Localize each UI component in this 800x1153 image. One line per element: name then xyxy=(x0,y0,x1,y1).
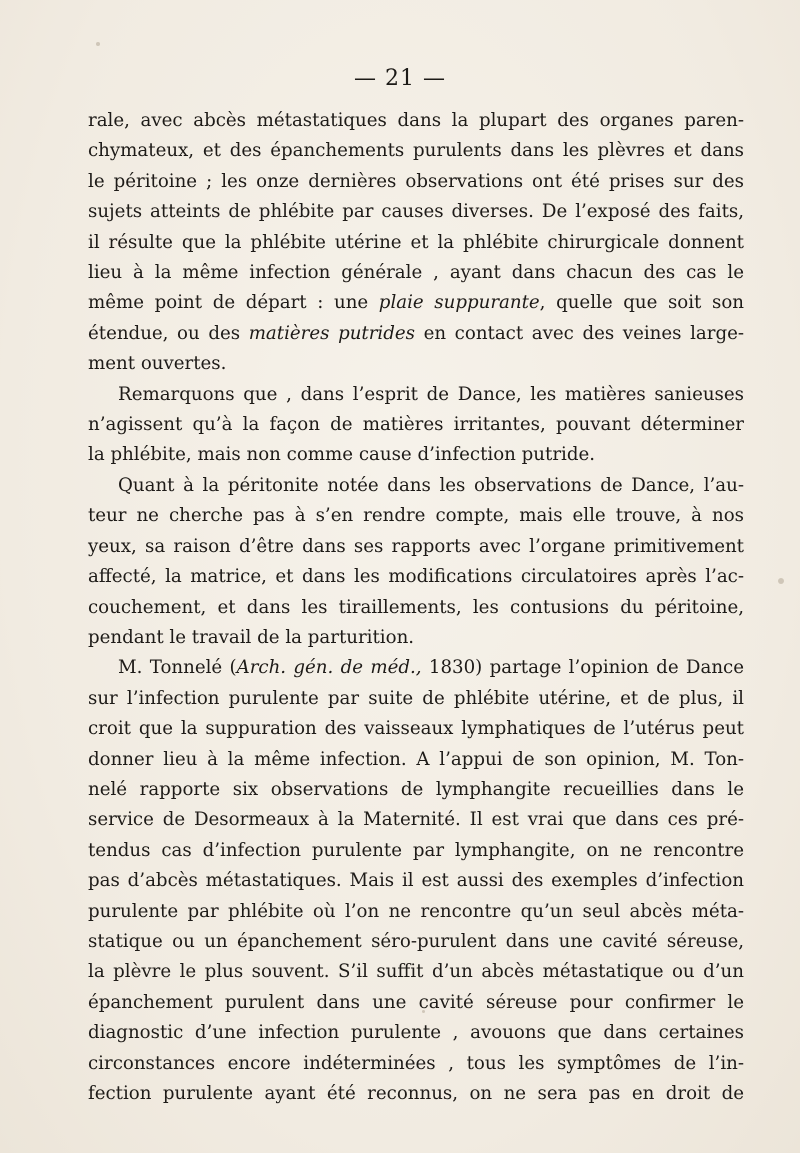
paper-speck xyxy=(96,42,100,46)
text-run: diagnostic d’une infection purulente , avouons que dans certaines xyxy=(88,1022,744,1044)
text-line xyxy=(88,805,744,835)
text-run: étendue, ou des xyxy=(88,322,249,344)
text-run: circonstances encore indéterminées , tous les symptômes de l’in- xyxy=(88,1052,744,1074)
text-run: M. Tonnelé ( xyxy=(118,657,237,679)
text-run: rale, avec abcès métastatiques dans la plupart des organes paren- xyxy=(88,110,744,131)
text-line xyxy=(88,288,744,318)
text-run: Remarquons que , dans l’esprit de Dance, les matières sanieuses xyxy=(118,383,744,405)
italic-text: Arch. gén. de méd., xyxy=(236,657,422,679)
text-line xyxy=(88,319,744,349)
text-line xyxy=(88,532,744,562)
text-run: , quelle que soit son xyxy=(539,292,744,314)
text-run: croit que la suppuration des vaisseaux lymphatiques de l’utérus peut xyxy=(88,718,744,740)
text-run: affecté, la matrice, et dans les modifications circulatoires après l’ac- xyxy=(88,566,744,588)
text-run: même point de départ : une xyxy=(88,292,379,314)
text-line xyxy=(88,440,744,470)
text-run: il résulte que la phlébite utérine et la phlébite chirurgicale donnent xyxy=(88,231,744,253)
text-line xyxy=(88,653,744,683)
text-run: yeux, sa raison d’être dans ses rapports avec l’organe primitivement xyxy=(88,535,744,557)
text-run: épanchement purulent dans une cavité séreuse pour confirmer le xyxy=(88,991,744,1013)
text-run: sur l’infection purulente par suite de phlébite utérine, et de plus, il xyxy=(88,687,744,709)
text-run: nelé rapporte six observations de lymphangite recueillies dans le xyxy=(88,778,744,800)
text-line xyxy=(88,562,744,592)
body-text xyxy=(88,106,744,1109)
text-run: service de Desormeaux à la Maternité. Il est vrai que dans ces pré- xyxy=(88,809,744,831)
text-line xyxy=(88,775,744,805)
text-run: pendant le travail de la parturition. xyxy=(88,626,415,648)
text-run: statique ou un épanchement séro-purulent dans une cavité séreuse, xyxy=(88,930,744,952)
text-line xyxy=(88,988,744,1018)
text-line xyxy=(88,197,744,227)
text-run: couchement, et dans les tiraillements, les contusions du péritoine, xyxy=(88,596,744,618)
text-line xyxy=(88,866,744,896)
text-run: purulente par phlébite où l’on ne rencontre qu’un seul abcès méta- xyxy=(88,900,744,922)
text-line xyxy=(88,258,744,288)
text-line xyxy=(88,349,744,379)
text-run: lieu à la même infection générale , ayant dans chacun des cas le xyxy=(88,262,744,284)
text-run: ment ouvertes. xyxy=(88,353,227,375)
paper-speck xyxy=(778,578,784,584)
text-line xyxy=(88,501,744,531)
text-line xyxy=(88,380,744,410)
text-run: la plèvre le plus souvent. S’il suffit d’un abcès métastatique ou d’un xyxy=(88,961,744,983)
text-run: fection purulente ayant été reconnus, on ne sera pas en droit de xyxy=(88,1083,744,1104)
text-line xyxy=(88,927,744,957)
text-line xyxy=(88,684,744,714)
text-line xyxy=(88,836,744,866)
text-run: le péritoine ; les onze dernières observations ont été prises sur des xyxy=(88,170,744,192)
text-run: Quant à la péritonite notée dans les observations de Dance, l’au- xyxy=(118,474,744,496)
text-line xyxy=(88,897,744,927)
text-line xyxy=(88,1018,744,1048)
text-line xyxy=(88,106,744,136)
text-run: teur ne cherche pas à s’en rendre compte, mais elle trouve, à nos xyxy=(88,505,744,527)
text-run: donner lieu à la même infection. A l’appui de son opinion, M. Ton- xyxy=(88,748,744,770)
text-line xyxy=(88,593,744,623)
text-line xyxy=(88,623,744,653)
text-line xyxy=(88,167,744,197)
text-line xyxy=(88,471,744,501)
text-line xyxy=(88,410,744,440)
italic-text: plaie suppurante xyxy=(378,292,540,314)
text-run: en contact avec des veines large- xyxy=(414,322,744,344)
text-run: pas d’abcès métastatiques. Mais il est aussi des exemples d’infection xyxy=(88,870,744,892)
text-line xyxy=(88,745,744,775)
text-line xyxy=(88,136,744,166)
text-run: la phlébite, mais non comme cause d’infection putride. xyxy=(88,444,596,466)
text-run: sujets atteints de phlébite par causes diverses. De l’exposé des faits, xyxy=(88,201,744,223)
text-run: 1830) partage l’opinion de Dance xyxy=(421,657,744,679)
text-line xyxy=(88,1049,744,1079)
page-number: — 21 — xyxy=(354,66,446,91)
text-run: tendus cas d’infection purulente par lymphangite, on ne rencontre xyxy=(88,839,744,861)
text-run: n’agissent qu’à la façon de matières irritantes, pouvant déterminer xyxy=(88,414,744,436)
text-line xyxy=(88,228,744,258)
italic-text: matières putrides xyxy=(248,322,415,344)
text-run: chymateux, et des épanchements purulents dans les plèvres et dans xyxy=(88,140,744,162)
text-line xyxy=(88,957,744,987)
text-line xyxy=(88,1079,744,1109)
text-line xyxy=(88,714,744,744)
